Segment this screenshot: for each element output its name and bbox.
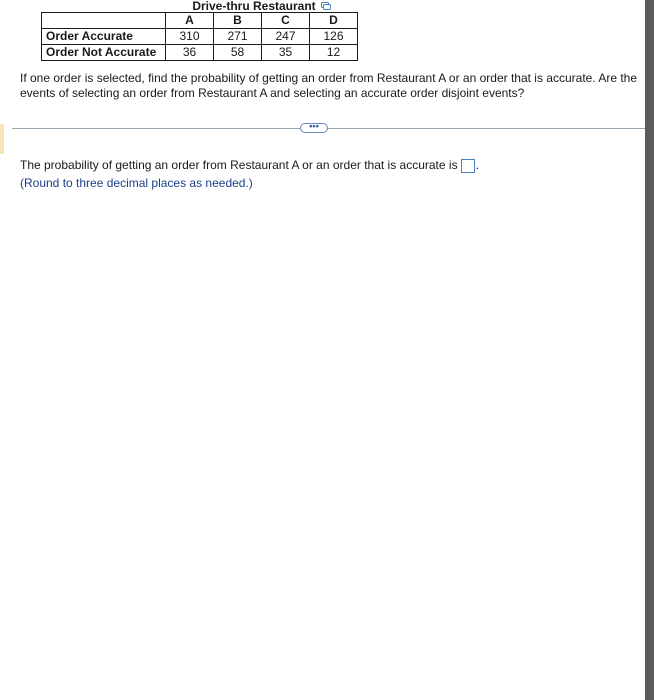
- question-text: If one order is selected, find the probability of getting an order from Restaurant A or an order that is accurate. Are the events of selecting an order from Restaurant A and selecting an accurate order disjoint events?: [20, 71, 638, 100]
- row-label: Order Accurate: [42, 29, 166, 45]
- table-cell: 247: [262, 29, 310, 45]
- answer-input-box[interactable]: [461, 159, 475, 173]
- table-corner-blank: [42, 0, 166, 13]
- table-cell: 271: [214, 29, 262, 45]
- table-cell: 36: [166, 45, 214, 61]
- row-label: Order Not Accurate: [42, 45, 166, 61]
- more-options-label: •••: [309, 121, 319, 131]
- column-header: C: [262, 13, 310, 29]
- answer-period: .: [475, 158, 479, 172]
- table-header-blank: [42, 13, 166, 29]
- table-title-row: [42, 0, 358, 13]
- answer-prompt: The probability of getting an order from Restaurant A or an order that is accurate is: [20, 158, 458, 172]
- table-cell: 126: [310, 29, 358, 45]
- table-cell: 310: [166, 29, 214, 45]
- left-side-tab: [0, 124, 4, 154]
- copy-icon[interactable]: [321, 2, 331, 10]
- data-table: [41, 0, 358, 61]
- table-cell: 35: [262, 45, 310, 61]
- column-header: A: [166, 13, 214, 29]
- table-row: [42, 45, 358, 61]
- window-right-edge: [645, 0, 654, 700]
- table-row: [42, 29, 358, 45]
- column-header: B: [214, 13, 262, 29]
- table-cell: 58: [214, 45, 262, 61]
- more-options-button[interactable]: [300, 123, 328, 133]
- table-header-row: [42, 13, 358, 29]
- answer-section: [20, 158, 479, 191]
- answer-line: [20, 158, 479, 173]
- table-title: [166, 0, 358, 13]
- table-cell: 12: [310, 45, 358, 61]
- section-divider: [12, 128, 645, 129]
- table-title-text: Drive-thru Restaurant: [192, 0, 316, 13]
- column-header: D: [310, 13, 358, 29]
- rounding-hint: (Round to three decimal places as needed.): [20, 176, 253, 190]
